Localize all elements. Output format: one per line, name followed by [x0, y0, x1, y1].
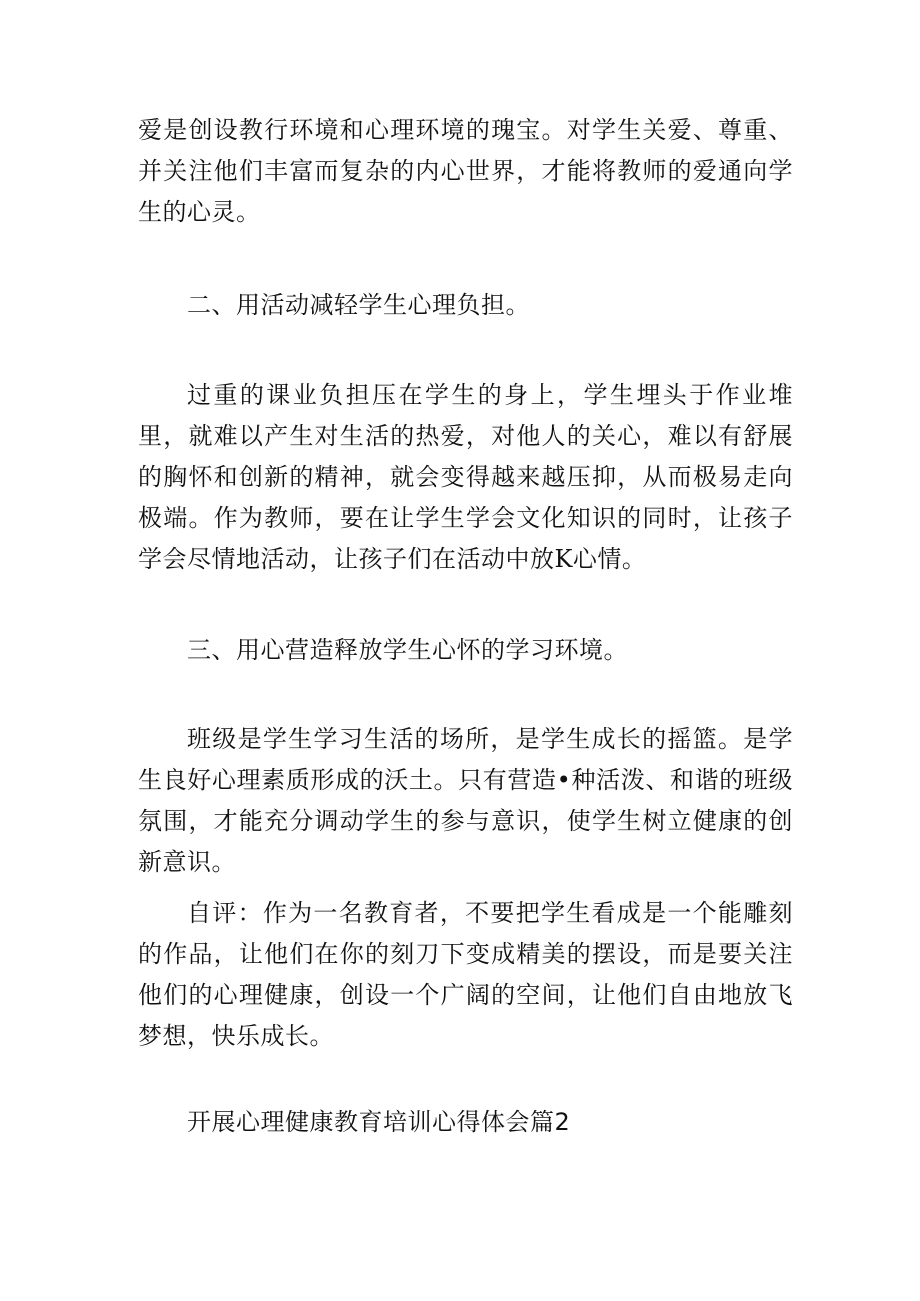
- paragraph-self-evaluation: 自评：作为一名教育者，不要把学生看成是一个能雕刻的作品，让他们在你的刻刀下变成精美的摆设，而是要关注他们的心理健康，创设一个广阔的空间，让他们自由地放飞梦想，快乐成长。: [138, 899, 793, 1050]
- paragraph-love-environment: 爱是创设教行环境和心理环境的瑰宝。对学生关爱、尊重、并关注他们丰富而复杂的内心世界，才能将教师的爱通向学生的心灵。: [138, 116, 793, 226]
- paragraph-activities: 过重的课业负担压在学生的身上，学生埋头于作业堆里，就难以产生对生活的热爱，对他人的关心，难以有舒展的胸怀和创新的精神，就会变得越来越压抑，从而极易走向极端。作为教师，要在让学生学会文化知识的同时，让孩子学会尽情地活动，让孩子们在活动中放K心情。: [138, 381, 793, 573]
- article-title-part-2: 开展心理健康教育培训心得体会篇2: [187, 1108, 571, 1136]
- section-heading-3: 三、用心营造释放学生心怀的学习环境。: [187, 636, 628, 664]
- paragraph-class-environment: 班级是学生学习生活的场所，是学生成长的摇篮。是学生良好心理素质形成的沃土。只有营造•种活泼、和谐的班级氛围，才能充分调动学生的参与意识，使学生树立健康的创新意识。: [138, 725, 793, 876]
- section-heading-2: 二、用活动减轻学生心理负担。: [187, 291, 530, 319]
